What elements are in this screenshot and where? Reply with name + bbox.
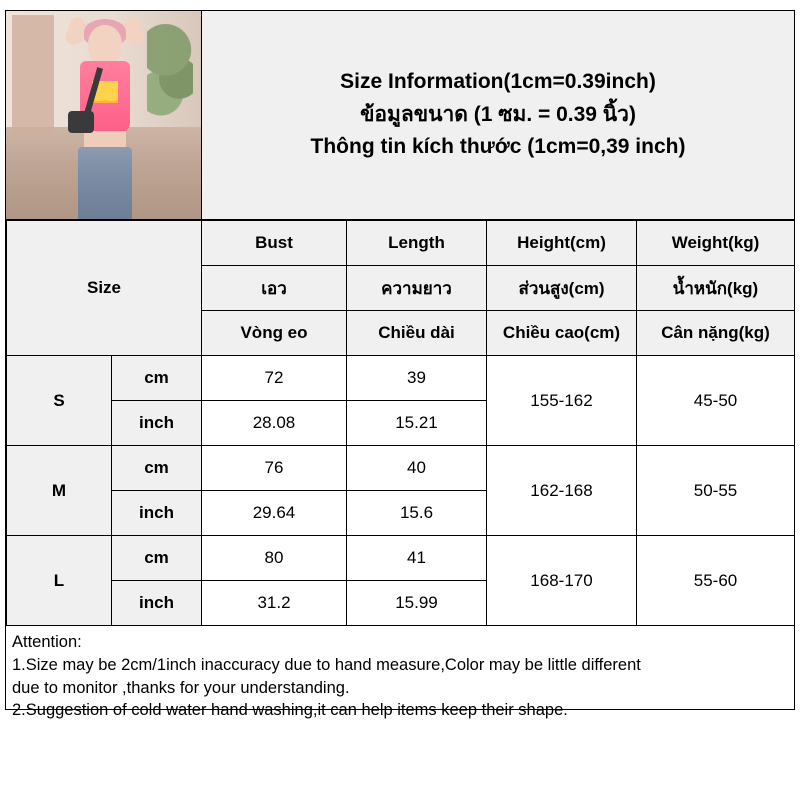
title-line-th: ข้อมูลขนาด (1 ซม. = 0.39 นิ้ว) <box>360 102 636 126</box>
col-header-bust-th: เอว <box>202 266 347 311</box>
col-header-length-en: Length <box>347 221 487 266</box>
col-header-height-vi: Chiều cao(cm) <box>487 311 637 356</box>
unit-cm-l: cm <box>112 536 202 581</box>
row-size-l: L <box>7 536 112 626</box>
title-line-vi: Thông tin kích thước (1cm=0,39 inch) <box>310 135 686 159</box>
model-bag <box>68 111 94 133</box>
attention-heading: Attention: <box>12 633 82 651</box>
attention-note-1b: due to monitor ,thanks for your understanding. <box>12 678 350 697</box>
bust-inch-m: 29.64 <box>202 491 347 536</box>
model-jeans <box>78 147 132 219</box>
length-cm-s: 39 <box>347 356 487 401</box>
unit-inch-l: inch <box>112 581 202 626</box>
table-row <box>7 356 795 401</box>
size-table <box>6 220 795 626</box>
bust-inch-l: 31.2 <box>202 581 347 626</box>
weight-l: 55-60 <box>637 536 795 626</box>
col-header-weight-th: น้ำหนัก(kg) <box>637 266 795 311</box>
product-photo <box>6 11 202 219</box>
col-header-height-en: Height(cm) <box>487 221 637 266</box>
title-line-en: Size Information(1cm=0.39inch) <box>340 70 656 94</box>
weight-s: 45-50 <box>637 356 795 446</box>
attention-note-1a: 1.Size may be 2cm/1inch inaccuracy due to hand measure,Color may be little different <box>12 655 641 674</box>
table-row <box>7 446 795 491</box>
unit-inch-m: inch <box>112 491 202 536</box>
row-size-m: M <box>7 446 112 536</box>
unit-cm-s: cm <box>112 356 202 401</box>
model-forearm-right <box>124 16 146 47</box>
length-cm-m: 40 <box>347 446 487 491</box>
attention-note-2: 2.Suggestion of cold water hand washing,it can help items keep their shape. <box>12 701 568 720</box>
weight-m: 50-55 <box>637 446 795 536</box>
table-row <box>7 536 795 581</box>
col-header-bust-vi: Vòng eo <box>202 311 347 356</box>
bust-cm-m: 76 <box>202 446 347 491</box>
attention-block <box>6 626 794 722</box>
length-inch-m: 15.6 <box>347 491 487 536</box>
title-block <box>202 11 794 219</box>
size-header-label: Size <box>7 221 202 356</box>
header-row <box>6 11 794 220</box>
height-s: 155-162 <box>487 356 637 446</box>
bust-cm-l: 80 <box>202 536 347 581</box>
length-cm-l: 41 <box>347 536 487 581</box>
unit-cm-m: cm <box>112 446 202 491</box>
model-head <box>88 25 122 65</box>
size-chart-sheet <box>5 10 795 720</box>
col-header-length-vi: Chiều dài <box>347 311 487 356</box>
length-inch-l: 15.99 <box>347 581 487 626</box>
model-figure <box>44 15 164 219</box>
height-l: 168-170 <box>487 536 637 626</box>
table-header-row-en <box>7 221 795 266</box>
col-header-height-th: ส่วนสูง(cm) <box>487 266 637 311</box>
length-inch-s: 15.21 <box>347 401 487 446</box>
col-header-weight-en: Weight(kg) <box>637 221 795 266</box>
model-forearm-left <box>64 16 86 47</box>
bust-cm-s: 72 <box>202 356 347 401</box>
height-m: 162-168 <box>487 446 637 536</box>
unit-inch-s: inch <box>112 401 202 446</box>
bust-inch-s: 28.08 <box>202 401 347 446</box>
row-size-s: S <box>7 356 112 446</box>
col-header-bust-en: Bust <box>202 221 347 266</box>
col-header-length-th: ความยาว <box>347 266 487 311</box>
col-header-weight-vi: Cân nặng(kg) <box>637 311 795 356</box>
